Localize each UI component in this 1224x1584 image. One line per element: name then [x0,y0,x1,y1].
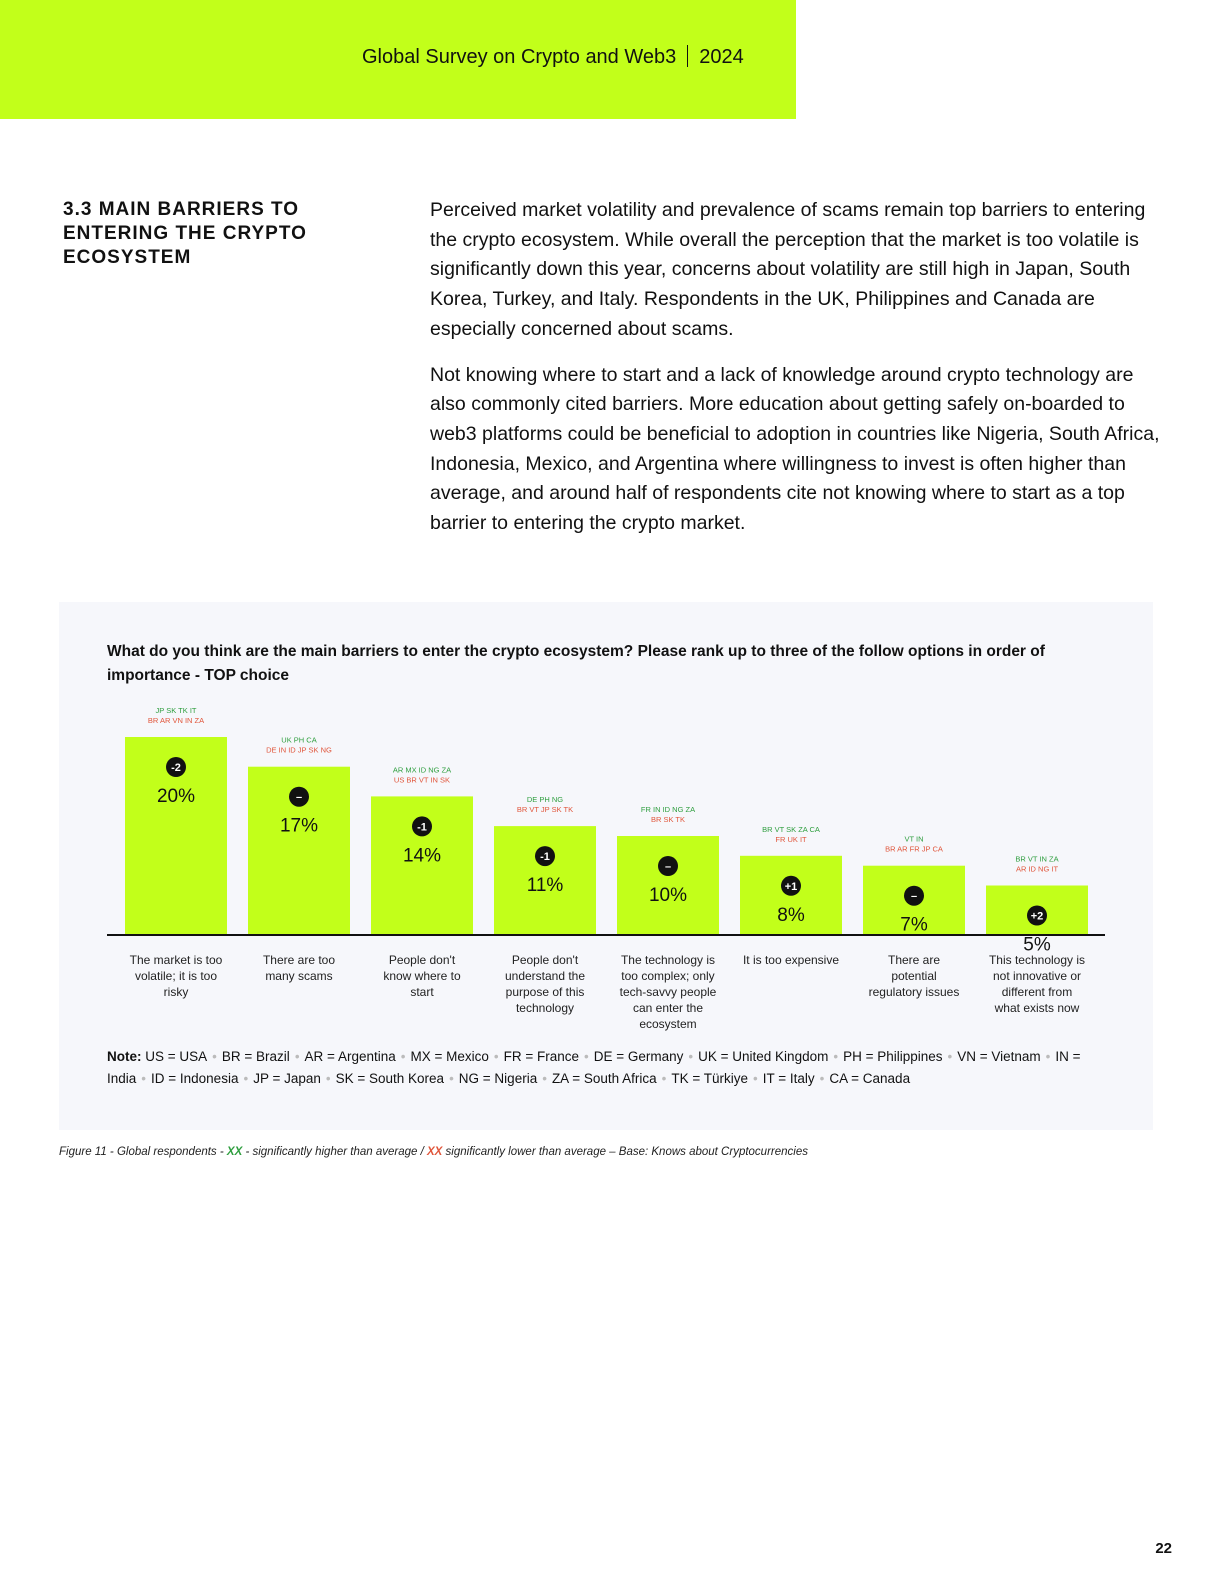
note-separator: • [449,1071,454,1086]
value-label: 5% [1023,934,1051,956]
header-separator [687,45,688,67]
category-label: There are [887,953,941,967]
note-separator: • [400,1049,406,1064]
note-item: TK = Türkiye [671,1071,749,1086]
category-label: People don't [388,953,456,967]
note-separator: • [493,1049,499,1064]
note-separator: • [661,1071,667,1086]
category-label: too complex; only [621,969,715,983]
category-label: regulatory issues [868,985,960,999]
category-label: what exists now [994,1001,1080,1015]
page-number: 22 [1155,1540,1172,1557]
value-label: 17% [279,815,319,837]
chart-panel [59,602,1153,1130]
note-item: VN = Vietnam [957,1049,1041,1064]
note-item: MX = Mexico [410,1049,489,1064]
body-text [430,196,1160,555]
category-label: ecosystem [639,1017,697,1031]
category-label: tech-savvy people [619,985,717,999]
note-item: DE = Germany [593,1049,684,1064]
caption-higher-text: - significantly higher than average / [242,1146,427,1158]
note-items [107,1049,1081,1086]
higher-countries-label: UK PH CA [281,735,317,745]
note-item: IT = Italy [762,1071,815,1086]
higher-countries-label: DE PH NG [526,795,564,805]
note-item: CA = Canada [829,1071,911,1086]
category-label: There are too [262,953,336,967]
value-label: 8% [777,904,805,926]
category-label: start [410,985,434,999]
higher-countries-label: BR VT IN ZA [1015,854,1059,864]
category-label: not innovative or [992,969,1082,983]
note-item: FR = France [503,1049,580,1064]
note-separator: • [243,1071,249,1086]
category-label: potential [891,969,937,983]
category-label: technology [515,1001,575,1015]
category-label: can enter the [632,1001,704,1015]
note-separator: • [947,1049,953,1064]
lower-countries-label: BR AR VN IN ZA [147,716,205,725]
header-title [362,45,744,69]
note-item: ZA = South Africa [551,1071,657,1086]
note-item: JP = Japan [253,1071,321,1086]
higher-countries-label: BR VT SK ZA CA [762,824,820,834]
note-separator: • [212,1049,217,1064]
lower-countries-label: DE IN ID JP SK NG [266,745,332,755]
note-item: ID = Indonesia [151,1071,239,1086]
note-item: NG = Nigeria [458,1071,538,1086]
category-label: It is too expensive [742,953,840,967]
note-separator: • [819,1071,825,1086]
note-item: AR = Argentina [304,1049,396,1064]
lower-countries-label: BR VT JP SK TK [516,805,574,815]
chart-title: What do you think are the main barriers to enter the crypto ecosystem? Please rank up to three of the follow options in order of importance - TOP choice [107,643,1045,684]
category-label: different from [1001,985,1073,999]
change-badge-label: -2 [171,762,181,774]
body-paragraph-2: Not knowing where to start and a lack of knowledge around crypto technology are also commonly cited barriers. More education about getting safely on-boarded to web3 platforms could be beneficial to adoption in countries like Nigeria, South Africa, Indonesia, Mexico, and Argentina where willingness to invest is often higher than average, and around half of respondents cite not knowing where to start as a top barrier to entering the crypto market. [430,363,1160,535]
category-label: understand the [504,969,586,983]
higher-countries-label: FR IN ID NG ZA [640,805,696,814]
category-label: The market is too [129,953,223,967]
change-badge-label: – [664,861,672,873]
value-label: 11% [526,875,564,897]
value-label: 14% [402,845,442,867]
lower-countries-label: AR ID NG IT [1015,864,1059,874]
category-label: risky [163,985,189,999]
change-badge-label: -1 [540,851,550,864]
change-badge-label: -1 [417,821,427,834]
caption-lower-marker: XX [427,1146,443,1158]
category-label: purpose of this [505,985,585,999]
note-separator: • [325,1071,331,1086]
category-label: many scams [265,969,333,983]
change-badge-label: – [910,890,918,903]
note-label: Note: [107,1049,142,1064]
change-badge-label: +1 [784,880,798,893]
value-label: 10% [648,885,688,906]
category-label: This technology is [988,953,1086,967]
category-label: The technology is [620,953,716,967]
note-separator: • [542,1071,547,1086]
country-note [107,1046,1107,1090]
section-title: 3.3 MAIN BARRIERS TO ENTERING THE CRYPTO ECOSYSTEM [63,199,307,268]
value-label: 7% [900,914,928,936]
caption-higher-marker: XX [226,1146,243,1158]
higher-countries-label: VT IN [904,834,924,844]
note-separator: • [688,1049,694,1064]
category-label: know where to [383,969,461,983]
report-year: 2024 [699,46,744,68]
report-title: Global Survey on Crypto and Web3 [362,46,677,68]
change-badge-label: – [295,791,303,804]
note-separator: • [833,1049,839,1064]
higher-countries-label: AR MX ID NG ZA [392,765,452,775]
body-paragraph-1: Perceived market volatility and prevalence of scams remain top barriers to entering the crypto ecosystem. While overall the perception that the market is too volatile is significantly down this year, concerns about volatility are still high in Japan, South Korea, Turkey, and Italy. Respondents in the UK, Philippines and Canada are especially concerned about scams. [430,199,1146,340]
caption-prefix: Figure 11 - Global respondents - [59,1146,227,1158]
caption-lower-text: significantly lower than average – Base: Knows about Cryptocurrencies [442,1146,808,1158]
higher-countries-label: JP SK TK IT [155,706,197,715]
category-label: volatile; it is too [134,969,218,983]
note-item: PH = Philippines [843,1049,943,1064]
note-item: UK = United Kingdom [698,1049,829,1064]
note-item: US = USA [145,1049,208,1064]
note-separator: • [584,1049,589,1064]
note-item: IN = India [107,1049,1081,1086]
lower-countries-label: BR SK TK [650,815,686,824]
note-separator: • [141,1071,147,1086]
lower-countries-label: US BR VT IN SK [393,775,451,785]
note-item: SK = South Korea [335,1071,445,1086]
lower-countries-label: FR UK IT [775,834,807,844]
note-item: BR = Brazil [221,1049,290,1064]
value-label: 20% [156,786,196,807]
figure-caption [59,1146,1159,1158]
note-separator: • [753,1071,758,1086]
note-separator: • [1045,1049,1051,1064]
category-label: People don't [511,953,579,967]
lower-countries-label: BR AR FR JP CA [885,844,943,854]
change-badge-label: +2 [1030,910,1044,923]
note-separator: • [294,1049,300,1064]
